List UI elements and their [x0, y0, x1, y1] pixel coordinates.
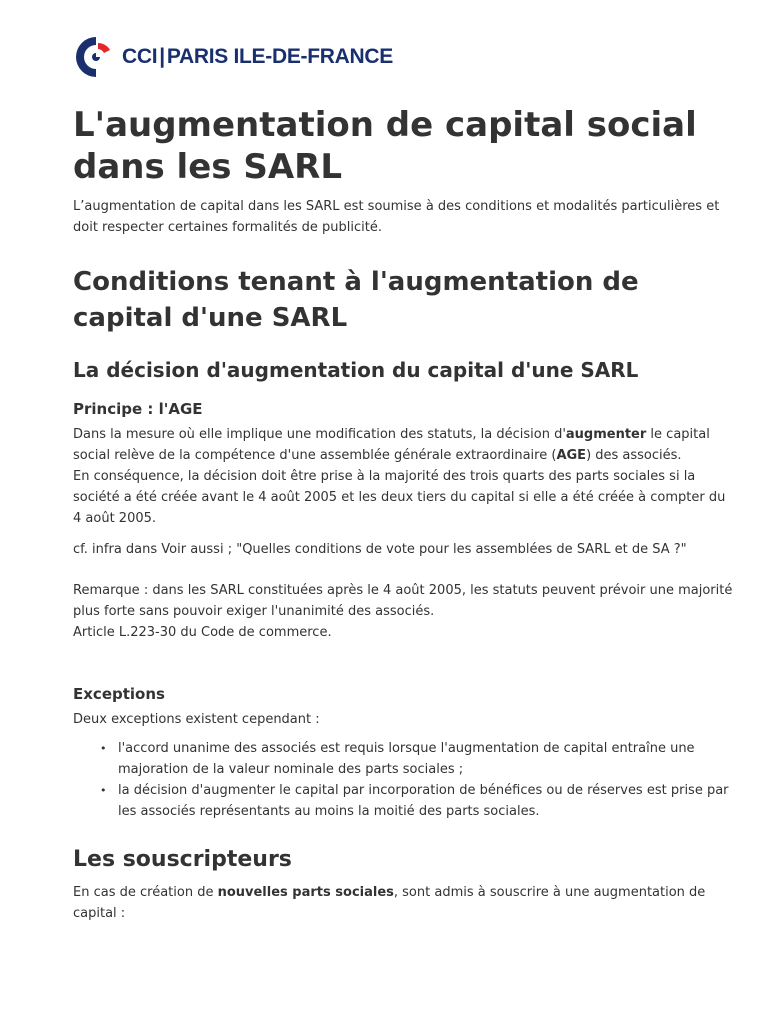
article-content: [73, 104, 733, 924]
cci-logo-icon: [72, 34, 116, 80]
logo-name-text: PARIS ILE-DE-FRANCE: [166, 45, 393, 68]
majority-paragraph: En conséquence, la décision doit être prise à la majorité des trois quarts des parts sociales si la société a été créée avant le 4 août 2005 et les deux tiers du capital si elle a été créée à compter du 4 août 2005.: [73, 469, 726, 526]
souscripteurs-paragraph: [73, 882, 733, 924]
remarque-paragraph: Remarque : dans les SARL constituées après le 4 août 2005, les statuts peuvent prévoir une majorité plus forte sans pouvoir exiger l'unanimité des associés.: [73, 583, 733, 619]
list-item: • la décision d'augmenter le capital par incorporation de bénéfices ou de réserves est prise par les associés représentants au moins la moitié des parts sociales.: [118, 780, 733, 822]
logo-separator: |: [159, 45, 165, 68]
heading-principe: Principe : l'AGE: [73, 400, 203, 418]
principe-text-3: ) des associés.: [586, 448, 682, 463]
principe-bold-augmenter: augmenter: [565, 427, 647, 442]
voir-aussi-paragraph: cf. infra dans Voir aussi ; "Quelles conditions de vote pour les assemblées de SARL et de SA ?": [73, 542, 687, 557]
principe-paragraph: [73, 424, 733, 466]
heading-exceptions: Exceptions: [73, 685, 165, 703]
subsection-heading-decision: La décision d'augmentation du capital d'une SARL: [73, 358, 639, 382]
principe-text-1: Dans la mesure où elle implique une modification des statuts, la décision d': [73, 427, 566, 442]
souscripteurs-text-2: , sont admis à souscrire à une augmentation de capital :: [73, 885, 706, 921]
exceptions-list: [73, 738, 733, 822]
principe-text-2: le capital social relève de la compétence d'une assemblée générale extraordinaire (: [73, 427, 710, 463]
exceptions-lead: Deux exceptions existent cependant :: [73, 712, 320, 727]
logo-wordmark: [122, 45, 393, 69]
souscripteurs-bold: nouvelles parts sociales: [217, 885, 394, 900]
section-heading-conditions: Conditions tenant à l'augmentation de capital d'une SARL: [73, 267, 639, 333]
souscripteurs-text-1: En cas de création de: [73, 885, 218, 900]
intro-paragraph: L’augmentation de capital dans les SARL est soumise à des conditions et modalités particulières et doit respecter certaines formalités de publicité.: [73, 199, 720, 235]
principe-bold-age: AGE: [556, 448, 587, 463]
page-title: L'augmentation de capital social dans les SARL: [73, 105, 697, 187]
list-item: • l'accord unanime des associés est requis lorsque l'augmentation de capital entraîne une majoration de la valeur nominale des parts sociales ;: [118, 738, 733, 780]
cci-logo[interactable]: [72, 34, 393, 80]
subsection-heading-souscripteurs: Les souscripteurs: [73, 847, 292, 872]
logo-cci-text: CCI: [122, 45, 158, 68]
article-reference: Article L.223-30 du Code de commerce.: [73, 625, 332, 640]
